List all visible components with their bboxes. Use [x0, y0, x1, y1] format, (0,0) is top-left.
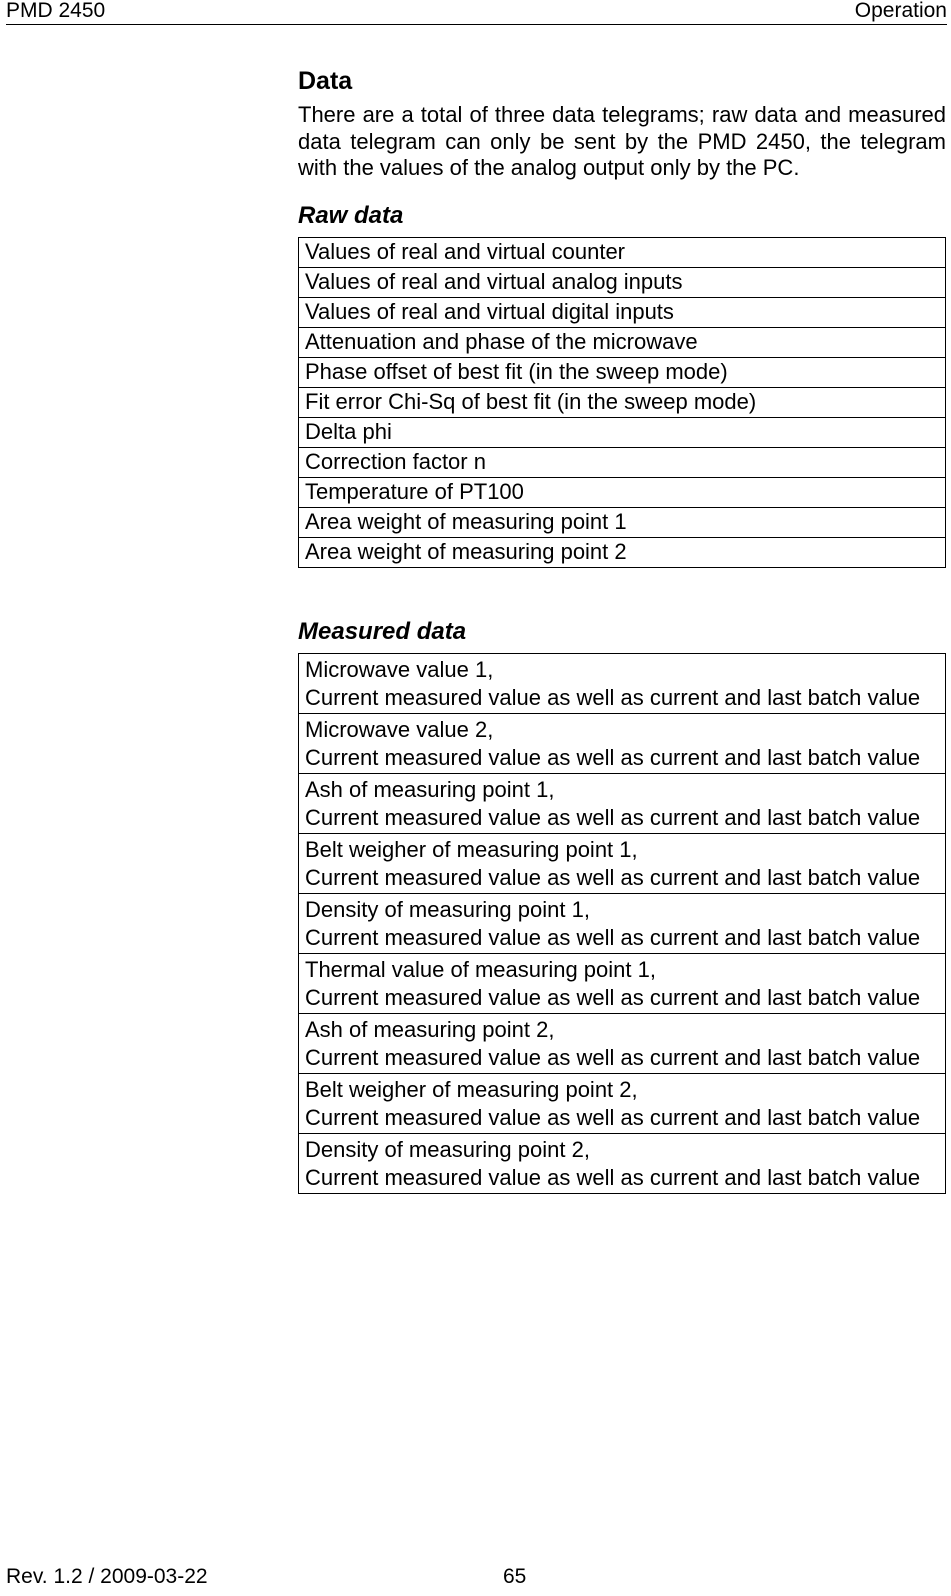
document-title: PMD 2450 [6, 0, 106, 22]
table-cell: Phase offset of best fit (in the sweep mode) [299, 357, 946, 387]
table-cell: Values of real and virtual analog inputs [299, 267, 946, 297]
table-cell [299, 713, 946, 773]
section-title: Data [298, 67, 353, 95]
table-cell: Temperature of PT100 [299, 477, 946, 507]
table-cell [299, 653, 946, 713]
table-row [299, 1073, 946, 1133]
table-row [299, 477, 946, 507]
measured-item-name: Density of measuring point 1, [305, 896, 590, 922]
page-content [298, 66, 946, 1194]
table-cell: Attenuation and phase of the microwave [299, 327, 946, 357]
measured-item-name: Ash of measuring point 2, [305, 1016, 555, 1042]
measured-item-name: Ash of measuring point 1, [305, 776, 555, 802]
chapter-title: Operation [854, 0, 947, 22]
table-cell [299, 773, 946, 833]
measured-item-description: Current measured value as well as current and last batch value [305, 804, 921, 830]
measured-item-description: Current measured value as well as current and last batch value [305, 1104, 921, 1130]
measured-item-description: Current measured value as well as current and last batch value [305, 744, 921, 770]
raw-data-heading: Raw data [298, 201, 404, 229]
measured-item-description: Current measured value as well as current and last batch value [305, 684, 921, 710]
intro-paragraph: There are a total of three data telegrams; raw data and measured data telegram can only be sent by the PMD 2450, the telegram with the values of the analog output only by the PC. [298, 102, 946, 180]
page-number: 65 [503, 1565, 527, 1588]
table-cell [299, 1073, 946, 1133]
table-cell: Area weight of measuring point 1 [299, 507, 946, 537]
table-row [299, 267, 946, 297]
measured-item-description: Current measured value as well as current and last batch value [305, 864, 921, 890]
table-row [299, 1013, 946, 1073]
revision-label: Rev. 1.2 / 2009-03-22 [6, 1565, 208, 1588]
measured-data-table [298, 653, 946, 1194]
table-row [299, 297, 946, 327]
table-cell [299, 953, 946, 1013]
table-row [299, 1133, 946, 1193]
table-cell: Area weight of measuring point 2 [299, 537, 946, 567]
table-row [299, 327, 946, 357]
measured-data-heading: Measured data [298, 617, 467, 645]
table-row [299, 387, 946, 417]
table-cell [299, 1133, 946, 1193]
measured-item-name: Density of measuring point 2, [305, 1136, 590, 1162]
table-cell: Fit error Chi-Sq of best fit (in the sweep mode) [299, 387, 946, 417]
measured-item-name: Belt weigher of measuring point 2, [305, 1076, 638, 1102]
table-row [299, 507, 946, 537]
table-cell: Values of real and virtual digital inputs [299, 297, 946, 327]
table-cell [299, 833, 946, 893]
table-row [299, 893, 946, 953]
raw-data-table [298, 237, 946, 568]
table-cell: Correction factor n [299, 447, 946, 477]
measured-item-description: Current measured value as well as current and last batch value [305, 1164, 921, 1190]
measured-item-description: Current measured value as well as current and last batch value [305, 1044, 921, 1070]
table-cell: Values of real and virtual counter [299, 237, 946, 267]
table-row [299, 417, 946, 447]
table-cell [299, 1013, 946, 1073]
table-row [299, 953, 946, 1013]
measured-item-name: Thermal value of measuring point 1, [305, 956, 656, 982]
table-row [299, 357, 946, 387]
table-cell [299, 893, 946, 953]
table-row [299, 447, 946, 477]
table-row [299, 773, 946, 833]
measured-item-name: Belt weigher of measuring point 1, [305, 836, 638, 862]
table-row [299, 537, 946, 567]
measured-item-description: Current measured value as well as current and last batch value [305, 924, 921, 950]
table-row [299, 237, 946, 267]
measured-item-name: Microwave value 1, [305, 656, 494, 682]
page-header [6, 0, 947, 25]
table-cell: Delta phi [299, 417, 946, 447]
measured-item-name: Microwave value 2, [305, 716, 494, 742]
table-row [299, 713, 946, 773]
table-row [299, 653, 946, 713]
measured-item-description: Current measured value as well as current and last batch value [305, 984, 921, 1010]
table-row [299, 833, 946, 893]
